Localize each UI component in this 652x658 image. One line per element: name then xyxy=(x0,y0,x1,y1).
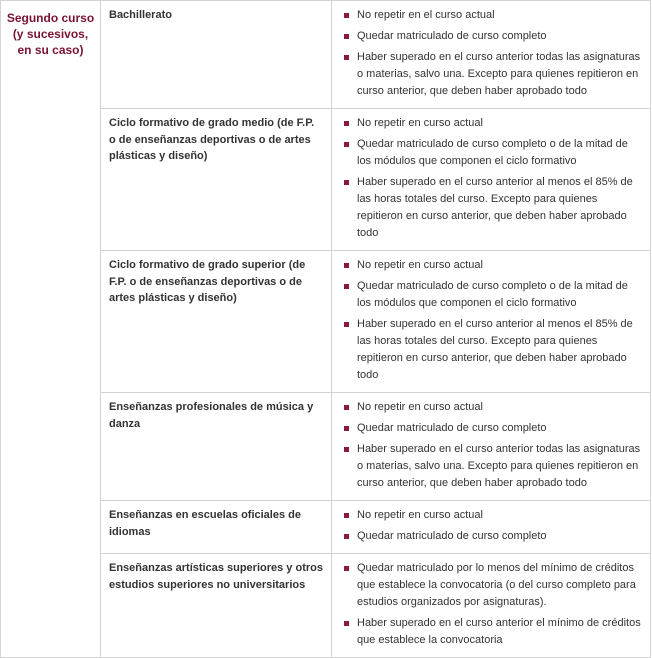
list-item xyxy=(344,28,644,45)
square-bullet-icon xyxy=(344,426,349,431)
table-row xyxy=(1,1,651,109)
list-item xyxy=(344,257,644,274)
list-item xyxy=(344,136,644,170)
list-item xyxy=(344,528,644,545)
square-bullet-icon xyxy=(344,263,349,268)
education-level: Bachillerato xyxy=(101,1,332,109)
list-item xyxy=(344,507,644,524)
condition-text: Haber superado en el curso anterior al menos el 85% de las horas totales del curso. Excepto para quienes repitieron en curso anterior, que deben haber aprobado todo xyxy=(357,176,633,239)
education-level: Ciclo formativo de grado medio (de F.P. o de enseñanzas deportivas o de artes plásticas y diseño) xyxy=(101,109,332,251)
square-bullet-icon xyxy=(344,513,349,518)
conditions-cell xyxy=(332,501,651,554)
conditions-cell xyxy=(332,1,651,109)
list-item xyxy=(344,49,644,100)
square-bullet-icon xyxy=(344,621,349,626)
education-level: Enseñanzas artísticas superiores y otros estudios superiores no universitarios xyxy=(101,554,332,658)
list-item xyxy=(344,615,644,649)
condition-text: Haber superado en el curso anterior todas las asignaturas o materias, salvo una. Excepto para quienes repitieron en curso anterior, que deben haber aprobado todo xyxy=(357,51,641,97)
group-label-line-2: (y sucesivos, xyxy=(12,27,89,41)
condition-text: No repetir en el curso actual xyxy=(357,9,495,21)
square-bullet-icon xyxy=(344,142,349,147)
list-item xyxy=(344,399,644,416)
conditions-list xyxy=(344,399,644,492)
condition-text: No repetir en curso actual xyxy=(357,509,483,521)
education-level: Enseñanzas en escuelas oficiales de idiomas xyxy=(101,501,332,554)
square-bullet-icon xyxy=(344,534,349,539)
condition-text: Haber superado en el curso anterior el mínimo de créditos que establece la convocatoria xyxy=(357,617,641,646)
conditions-list xyxy=(344,7,644,100)
list-item xyxy=(344,115,644,132)
square-bullet-icon xyxy=(344,322,349,327)
condition-text: Quedar matriculado de curso completo xyxy=(357,422,547,434)
education-level: Ciclo formativo de grado superior (de F.P. o de enseñanzas deportivas o de artes plásticas y diseño) xyxy=(101,251,332,393)
conditions-list xyxy=(344,560,644,649)
square-bullet-icon xyxy=(344,566,349,571)
condition-text: Quedar matriculado por lo menos del mínimo de créditos que establece la convocatoria (o del curso completo para estudios organizados por asignaturas). xyxy=(357,562,636,608)
square-bullet-icon xyxy=(344,121,349,126)
conditions-list xyxy=(344,257,644,384)
square-bullet-icon xyxy=(344,180,349,185)
condition-text: No repetir en curso actual xyxy=(357,401,483,413)
requirements-table-body xyxy=(1,1,651,658)
square-bullet-icon xyxy=(344,405,349,410)
list-item xyxy=(344,560,644,611)
conditions-list xyxy=(344,115,644,242)
list-item xyxy=(344,7,644,24)
conditions-cell xyxy=(332,393,651,501)
list-item xyxy=(344,174,644,242)
list-item xyxy=(344,441,644,492)
conditions-list xyxy=(344,507,644,545)
condition-text: Quedar matriculado de curso completo xyxy=(357,30,547,42)
condition-text: Quedar matriculado de curso completo xyxy=(357,530,547,542)
group-label-cell xyxy=(1,1,101,658)
square-bullet-icon xyxy=(344,34,349,39)
square-bullet-icon xyxy=(344,284,349,289)
condition-text: Haber superado en el curso anterior al menos el 85% de las horas totales del curso. Excepto para quienes repitieron en curso anterior, que deben haber aprobado todo xyxy=(357,318,633,381)
group-label-line-3: en su caso) xyxy=(17,43,84,57)
education-level: Enseñanzas profesionales de música y danza xyxy=(101,393,332,501)
square-bullet-icon xyxy=(344,447,349,452)
condition-text: No repetir en curso actual xyxy=(357,117,483,129)
condition-text: Quedar matriculado de curso completo o de la mitad de los módulos que componen el ciclo formativo xyxy=(357,280,628,309)
list-item xyxy=(344,316,644,384)
conditions-cell xyxy=(332,251,651,393)
condition-text: Haber superado en el curso anterior todas las asignaturas o materias, salvo una. Excepto para quienes repitieron en curso anterior, que deben haber aprobado todo xyxy=(357,443,641,489)
square-bullet-icon xyxy=(344,13,349,18)
list-item xyxy=(344,278,644,312)
conditions-cell xyxy=(332,109,651,251)
conditions-cell xyxy=(332,554,651,658)
group-label-line-1: Segundo curso xyxy=(6,11,95,25)
condition-text: No repetir en curso actual xyxy=(357,259,483,271)
condition-text: Quedar matriculado de curso completo o de la mitad de los módulos que componen el ciclo formativo xyxy=(357,138,628,167)
list-item xyxy=(344,420,644,437)
square-bullet-icon xyxy=(344,55,349,60)
